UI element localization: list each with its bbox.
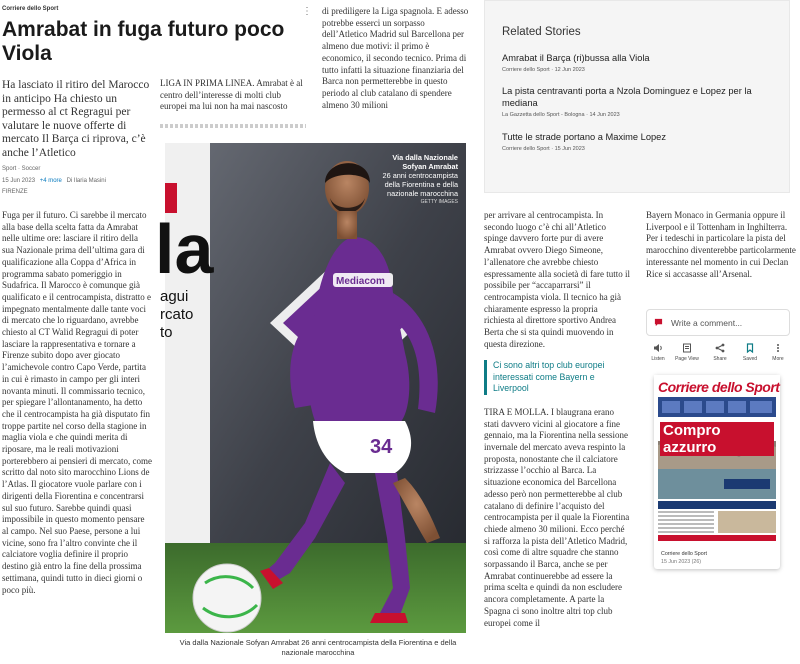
newspaper-masthead: Corriere dello Sport bbox=[658, 379, 780, 395]
newspaper-cover-thumbnail bbox=[654, 375, 780, 545]
pull-quote: Ci sono altri top club europei interessati come Bayern e Liverpool bbox=[484, 360, 630, 395]
more-icon bbox=[773, 343, 783, 353]
related-story-source: La Gazzetta dello Sport - Bologna · 14 Jun 2023 bbox=[502, 112, 620, 118]
photo-overlay-caption: Via dalla Nazionale Sofyan Amrabat 26 anni centrocampista della Fiorentina e della nazionale marocchina GETTY IMAGES bbox=[368, 153, 458, 207]
article-dateline: FIRENZE bbox=[2, 189, 28, 195]
newspaper-source: Corriere dello Sport bbox=[661, 551, 707, 557]
related-stories-title: Related Stories bbox=[502, 26, 581, 38]
share-button[interactable]: Share bbox=[708, 343, 732, 362]
article-body-col4: Bayern Monaco in Germania oppure il Liverpool e il Tottenham in Inghilterra. Per i tedeschi in particolare la pista del marocchino diventerebbe particolarmente interessante nel momento in cui Declan Rice si accasasse all’Arsenal. bbox=[646, 210, 796, 279]
svg-text:to: to bbox=[160, 324, 173, 341]
player-photo-illustration bbox=[155, 143, 466, 633]
comment-input-placeholder[interactable]: Write a comment... bbox=[671, 318, 743, 328]
article-body-col3-text: di prediligere la Liga spagnola. E adesso potrebbe esserci un sorpasso dell’Atletico Madrid sul Barcellona per almeno due motivi: il primo è economico, il secondo tecnico. Prima di tutto infatti la situazione finanziaria del Barca non permetterebbe in questo periodo al club catalano di spendere almeno 30 milioni bbox=[322, 6, 469, 110]
article-meta bbox=[2, 178, 106, 184]
related-story-source: Corriere dello Sport · 12 Jun 2023 bbox=[502, 67, 585, 73]
related-story-item[interactable] bbox=[502, 131, 782, 152]
svg-text:agui: agui bbox=[160, 288, 189, 305]
article-category[interactable]: Sport · Soccer bbox=[2, 166, 41, 172]
share-icon bbox=[715, 343, 725, 353]
article-body-col3-top bbox=[322, 0, 472, 130]
newspaper-cover-headline: Compro azzurro bbox=[660, 422, 774, 456]
newspaper-date: 15 Jun 2023 (26) bbox=[661, 559, 702, 565]
listen-button[interactable]: Listen bbox=[646, 343, 670, 362]
speaker-icon bbox=[653, 343, 663, 353]
svg-text:la: la bbox=[155, 210, 214, 288]
article-date: 15 Jun 2023 bbox=[2, 178, 36, 184]
article-photo[interactable] bbox=[155, 143, 466, 633]
photo-credit: GETTY IMAGES bbox=[420, 199, 458, 205]
related-story-item[interactable] bbox=[502, 85, 782, 118]
related-story-headline[interactable]: Amrabat il Barça (ri)bussa alla Viola bbox=[502, 53, 650, 63]
comment-box[interactable] bbox=[646, 309, 790, 336]
related-story-headline[interactable]: Tutte le strade portano a Maxime Lopez bbox=[502, 132, 666, 142]
saved-button[interactable]: Saved bbox=[738, 343, 762, 362]
comment-icon bbox=[654, 318, 663, 327]
publication-logo: Corriere dello Sport bbox=[2, 6, 59, 12]
related-story-headline[interactable]: La pista centravanti porta a Nzola Dominguez e Lopez per la mediana bbox=[502, 86, 752, 108]
related-stories-panel bbox=[484, 0, 790, 193]
article-body-col2-top bbox=[160, 0, 306, 130]
more-button[interactable]: More bbox=[766, 343, 790, 362]
svg-text:34: 34 bbox=[370, 436, 393, 458]
article-body-col3-part-b: TIRA E MOLLA. I blaugrana erano stati davvero vicini al giocatore a fine gennaio, ma la Fiorentina nella sessione invernale del mercato aveva respinto la proposta, nonostante che il calciatore strizzasse l’occhio al Barca. La situazione economica del Barcellona adesso però non permetterebbe al club catalano di definire l’acquisto del centrocampista per il quale la Fiorentina chiede almeno 30 milioni. Ecco perché si rafforza la pista dell’Atletico Madrid, così come di altre squadre che stanno sorpassando il Barca, anche se per Amrabat continuerebbe ad essere la prima scelta e quindi da non escludere ancora completamente. A parte la Spagna ci sono inoltre altri top club europei come il bbox=[484, 406, 630, 628]
related-story-item[interactable] bbox=[502, 52, 782, 73]
page-view-button[interactable]: Page View bbox=[675, 343, 699, 362]
article-left-column bbox=[0, 0, 152, 664]
article-headline: Amrabat in fuga futuro poco Viola bbox=[2, 18, 285, 65]
article-body-col3-part-a: per arrivare al centrocampista. In secondo luogo c’è chi all’Atletico spinge davvero forte pur di avere Amrabat ovvero Diego Simeone, l’allenatore che avrebbe chiesto espressamente alla società di fare tutto il possibile per “accaparrarsi” il centrocampista viola. Il tecnico ha già chiaramente espresso la propria richiesta al direttore sportivo Andrea Berta che si sta quindi muovendo in questa direzione. bbox=[484, 210, 630, 349]
svg-text:Mediacom: Mediacom bbox=[336, 276, 385, 287]
bookmark-icon bbox=[745, 343, 755, 353]
related-story-source: Corriere dello Sport · 15 Jun 2023 bbox=[502, 146, 585, 152]
article-body-col3 bbox=[484, 210, 630, 664]
article-toolbar bbox=[646, 343, 794, 367]
article-body-col1: Fuga per il futuro. Ci sarebbe il mercato alla base della scelta fatta da Amrabat nelle ultime ore: lasciare il ritiro della sua Nazionale prima dell’ultima gara di qualificazione alla Coppa d’Africa in programma sabato pomeriggio in Sudafrica. Il Marocco è comunque già qualificato e il centrocampista, distratto e impegnato mentalmente dalle tante voci di mercato che lo riguardano, avrebbe chiesto al CT Walid Regragui di poter lasciare la rappresentativa e tornare a Firenze subito dopo aver giocato l’amichevole contro Capo Verde, partita in cui è rimasto in campo per gli interi novanta minuti. Il commissario tecnico, per spiegare l’allontanamento, ha detto che il centrocampista ha già disputato fin troppe partite nel corso della stagione in maglia viola e che quindi merita di riposare, ma le reali motivazioni porterebbero ai pensieri di mercato, come scritto dal noto sito marocchino Lions de l’Atlas. Il giocatore vuole parlare con i dirigenti della Fiorentina e concentrarsi sul suo futuro. Sarebbe quindi quasi impossibile in questo momento pensare al campo. Nel suo Paese, persone a lui vicine, sono fra l’altro convinte che il calciatore voglia definire il proprio destino già entro la fine della prossima settimana, quindi tutto in dieci giorni o poco più. bbox=[2, 210, 152, 595]
figure-caption: Via dalla Nazionale Sofyan Amrabat 26 anni centrocampista della Fiorentina e della nazionale marocchina bbox=[179, 638, 457, 657]
page-view-icon bbox=[682, 343, 692, 353]
svg-text:rcato: rcato bbox=[160, 306, 194, 323]
section-kicker: LIGA IN PRIMA LINEA. Amrabat è al centro dell’interesse di molti club europei ma lui non ha mai nascosto bbox=[160, 78, 303, 112]
newspaper-edition-card[interactable] bbox=[654, 375, 780, 569]
article-author: Di Ilaria Masini bbox=[66, 178, 106, 184]
more-options-icon[interactable]: ⋮ bbox=[302, 6, 311, 17]
clipped-text-line bbox=[160, 124, 306, 128]
article-summary: Ha lasciato il ritiro del Marocco in anticipo Ha chiesto un permesso al ct Regragui per valutare le nuove offerte di mercato Il Barça ci riprova, c’è anche l’Atletico bbox=[2, 79, 150, 159]
more-categories-link[interactable]: +4 more bbox=[39, 178, 62, 184]
